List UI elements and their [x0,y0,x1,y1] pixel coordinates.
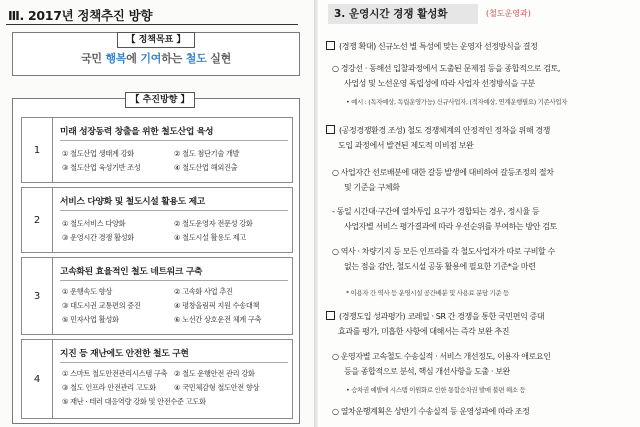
row-item: ② 철도운영자 전문성 강화 [174,219,253,228]
row-item: ④ 철도시설 활용도 제고 [174,233,246,242]
row-item: ② 철도 첨단기술 개발 [174,149,240,158]
paragraph: 사업자별 서비스 평가결과에 따라 우선순위를 부여하는 방안 검토 [344,222,557,231]
paragraph: 및 기준을 구체화 [344,183,400,192]
row-heading: 미래 성장동력 창출을 위한 철도산업 육성 [60,127,214,137]
paragraph: ○ 운영자별 고속철도 수송실적 · 서비스 개선정도, 이용자 애로요인 [332,352,551,361]
row-number: 4 [22,340,53,418]
department-tag: (철도운영과) [486,9,531,18]
paragraph: ○ 사업자간 선로배분에 대한 갈등 발생에 대비하여 갈등조정의 절차 [332,168,554,177]
row-item: ① 철도서비스 다양화 [62,219,126,228]
row-divider [60,362,288,363]
row-item: ④ 철도산업 해외진출 [174,163,238,172]
checkbox-square-icon [326,311,335,320]
row-heading: 지진 등 재난에도 안전한 철도 구현 [60,349,189,359]
page-fold [314,0,318,427]
right-section-title: 3. 운영시간 경쟁 활성화 [328,4,478,24]
direction-box [12,95,300,424]
direction-label: 【 추진방향 】 [125,92,195,108]
row-number: 3 [22,258,53,334]
row-item: ② 철도 운행안전 관리 강화 [174,369,255,378]
goal-label: 【 정책목표 】 [117,32,195,48]
row-item: ② 고속화 사업 추진 [174,287,233,296]
goal-text: 국민 행복에 기여하는 철도 실현 [80,52,232,65]
paragraph: - 동일 시간대·구간에 열차투입 요구가 경합되는 경우, 정시율 등 [332,207,540,216]
row-item: ④ 국민체감형 철도안전 향상 [174,383,260,392]
row-item: ③ 철도산업 육성기반 조성 [62,163,141,172]
row-item: ⑤ 재난 · 테러 대응역량 강화 및 안전수준 고도화 [62,397,206,406]
paragraph: 사업성 및 노선운영 독립성에 따라 사업자 선정방식을 구분 [344,79,535,88]
row-item: ① 스마트 철도안전관리시스템 구축 [62,369,168,378]
paragraph: 없는 점을 감안, 철도시설 공동 활용에 필요한 기준*을 마련 [344,262,536,271]
direction-row-2 [21,187,293,253]
row-divider [60,210,288,211]
row-item: ① 운행속도 향상 [62,287,112,296]
section-title: Ⅲ. 2017년 정책추진 방향 [8,8,153,23]
paragraph: (공정경쟁환경 조성) 철도 경쟁체계의 안정적인 정착을 위해 경쟁 [326,125,550,136]
row-number: 2 [22,188,53,252]
paragraph: (경쟁도입 성과평가) 코레일 · SR 간 경쟁을 통한 국민편익 증대 [326,311,544,322]
direction-row-1 [21,117,293,183]
row-item: ⑤ 민자사업 활성화 [62,315,119,324]
row-item: ④ 평창올림픽 지원 수송대책 [174,301,260,310]
paragraph: 등을 종합적으로 분석, 핵심 개선사항을 도출 · 보완 [344,367,510,376]
checkbox-square-icon [326,125,335,134]
paragraph: 효과를 평가, 미흡한 사항에 대해서는 즉각 보완 추진 [338,327,510,336]
row-item: ① 철도산업 생태계 강화 [62,149,134,158]
direction-row-4 [21,339,293,419]
row-item: ③ 철도 인프라 안전관리 고도화 [62,383,156,392]
paragraph: 도입 과정에서 발견된 제도적 미비점 보완 [338,141,474,150]
footnote: • 승차권 예발에 시스템 이원화로 인한 통합승차권 발매 불편 해소 등 [346,386,526,394]
row-item: ③ 운영시간 경쟁 활성화 [62,233,134,242]
row-heading: 서비스 다양화 및 철도시설 활용도 제고 [60,197,205,207]
paragraph: ○ 경강선 · 동해선 입찰과정에서 도출된 문제점 등을 종합적으로 검토, [332,64,561,73]
footnote: * 이용자 간 역사 등 운영시설 공간배분 및 사용료 분담 기준 등 [346,289,509,297]
row-item: ③ 대도시권 교통편의 증진 [62,301,141,310]
row-divider [60,280,288,281]
checkbox-square-icon [326,41,335,50]
row-heading: 고속화된 효율적인 철도 네트워크 구축 [60,267,203,277]
goal-box [12,32,300,76]
paragraph: (경쟁 확대) 신규노선 별 특성에 맞는 운영자 선정방식을 결정 [326,41,537,52]
title-rule [6,24,298,25]
paragraph: ○ 열차운행계획은 상반기 수송실적 등 운영성과에 따라 조정 [332,407,530,416]
footnote: • 예시 : (독자예상, 독립운영가능) 신규사업자, (적자예상, 연계운행필요) 기존사업자 [346,98,568,106]
direction-row-3 [21,257,293,335]
paragraph: ○ 역사 · 차량기지 등 모든 인프라를 각 철도사업자가 따로 구비할 수 [332,247,555,256]
row-divider [60,140,288,141]
row-number: 1 [22,118,53,182]
row-item: ⑥ 노선간 상호운전 체계 구축 [174,315,262,324]
